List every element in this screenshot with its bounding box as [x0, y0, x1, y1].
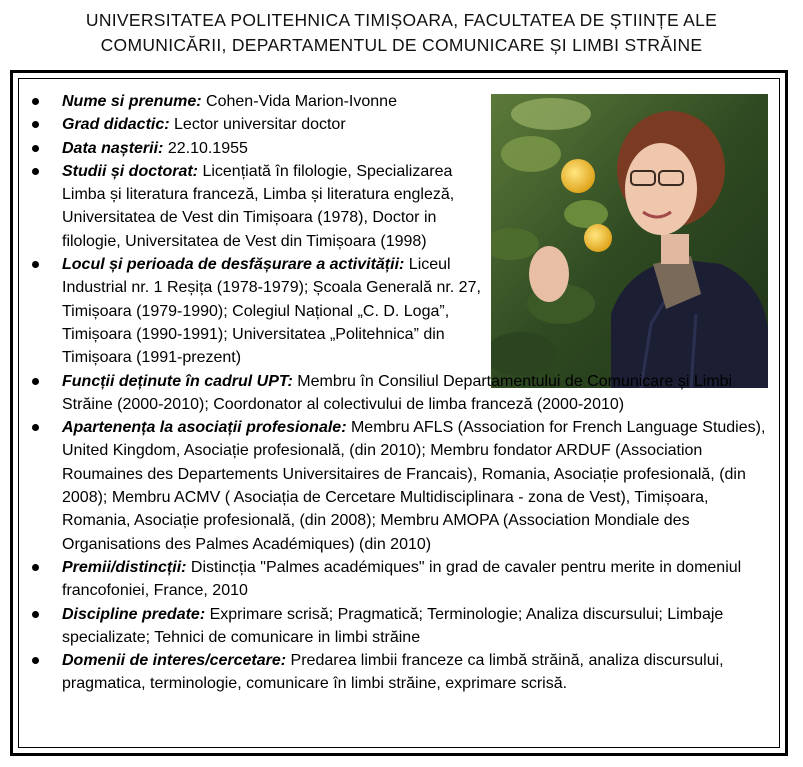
entry-label: Discipline predate:	[62, 605, 206, 623]
list-item-awards	[30, 556, 778, 603]
entry-label: Funcții deținute în cadrul UPT:	[62, 372, 293, 390]
entry-value: Membru în Consiliul Departamentului de Comunicare și Limbi Străine (2000-2010); Coordonator al colectivului de limba franceză (2000-2010)	[62, 372, 733, 413]
list-item-positions	[30, 370, 778, 417]
entry-label: Data nașterii:	[62, 139, 164, 157]
document-header	[0, 8, 803, 58]
entry-label: Locul și perioada de desfășurare a activității:	[62, 256, 405, 274]
list-item-associations	[30, 416, 778, 556]
entry-label: Grad didactic:	[62, 116, 170, 134]
list-item-courses	[30, 603, 778, 650]
entry-value: 22.10.1955	[163, 139, 248, 157]
entry-label: Studii și doctorat:	[62, 162, 198, 180]
entry-value: Licențiată în filologie, Specializarea Limba și literatura franceză, Limba și literatura engleză, Universitatea de Vest din Timișoara (1978), Doctor in filologie, Universitatea de Vest din Timișoara (1998)	[62, 162, 455, 250]
entry-value: Exprimare scrisă; Pragmatică; Terminologie; Analiza discursului; Limbaje specializate; Tehnici de comunicare in limbi străine	[62, 605, 724, 646]
profile-list	[30, 90, 778, 696]
list-item-name	[30, 90, 490, 113]
entry-label: Premii/distincții:	[62, 558, 187, 576]
entry-value: Distincția "Palmes académiques" in grad de cavaler pentru merite in domeniul francofoniei, France, 2010	[62, 558, 742, 600]
entry-value: Membru AFLS (Association for French Language Studies), United Kingdom, Asociație profesională, (din 2010); Membru fondator ARDUF (Association Roumaines des Departements Universitaires de Francais), Romania, Asociație profesională, (din 2008); Membru ACMV ( Asociația de Cercetare Multidisciplinara - zona de Vest), Timișoara, Romania, Asociație profesională, (din 2008); Membru AMOPA (Association Mondiale des Organisations des Palmes Académiques) (din 2010)	[62, 419, 766, 553]
entry-value: Cohen-Vida Marion-Ivonne	[201, 93, 397, 110]
header-line-1: UNIVERSITATEA POLITEHNICA TIMIȘOARA, FACULTATEA DE ȘTIINȚE ALE	[85, 10, 718, 30]
list-item-rank	[30, 113, 490, 136]
list-item-birthdate	[30, 137, 490, 160]
entry-value: Liceul Industrial nr. 1 Reșița (1978-1979); Școala Generală nr. 27, Timișoara (1979-1990); Colegiul Național „C. D. Loga”, Timișoara (1990-1991); Universitatea „Politehnica” din Timișoara (1991-prezent)	[62, 256, 481, 367]
entry-value: Predarea limbii franceze ca limbă străină, analiza discursului, pragmatica, terminologie, comunicare în limbi străine, exprimare scrisă.	[62, 652, 724, 693]
entry-label: Apartenența la asociații profesionale:	[62, 419, 347, 437]
list-item-research	[30, 649, 778, 696]
entry-label: Nume si prenume:	[62, 93, 202, 110]
entry-label: Domenii de interes/cercetare:	[62, 652, 287, 670]
entry-value: Lector universitar doctor	[169, 116, 346, 134]
header-line-2: COMUNICĂRII, DEPARTAMENTUL DE COMUNICARE ȘI LIMBI STRĂINE	[100, 35, 703, 55]
list-item-workplaces	[30, 253, 490, 369]
list-item-studies	[30, 160, 490, 253]
